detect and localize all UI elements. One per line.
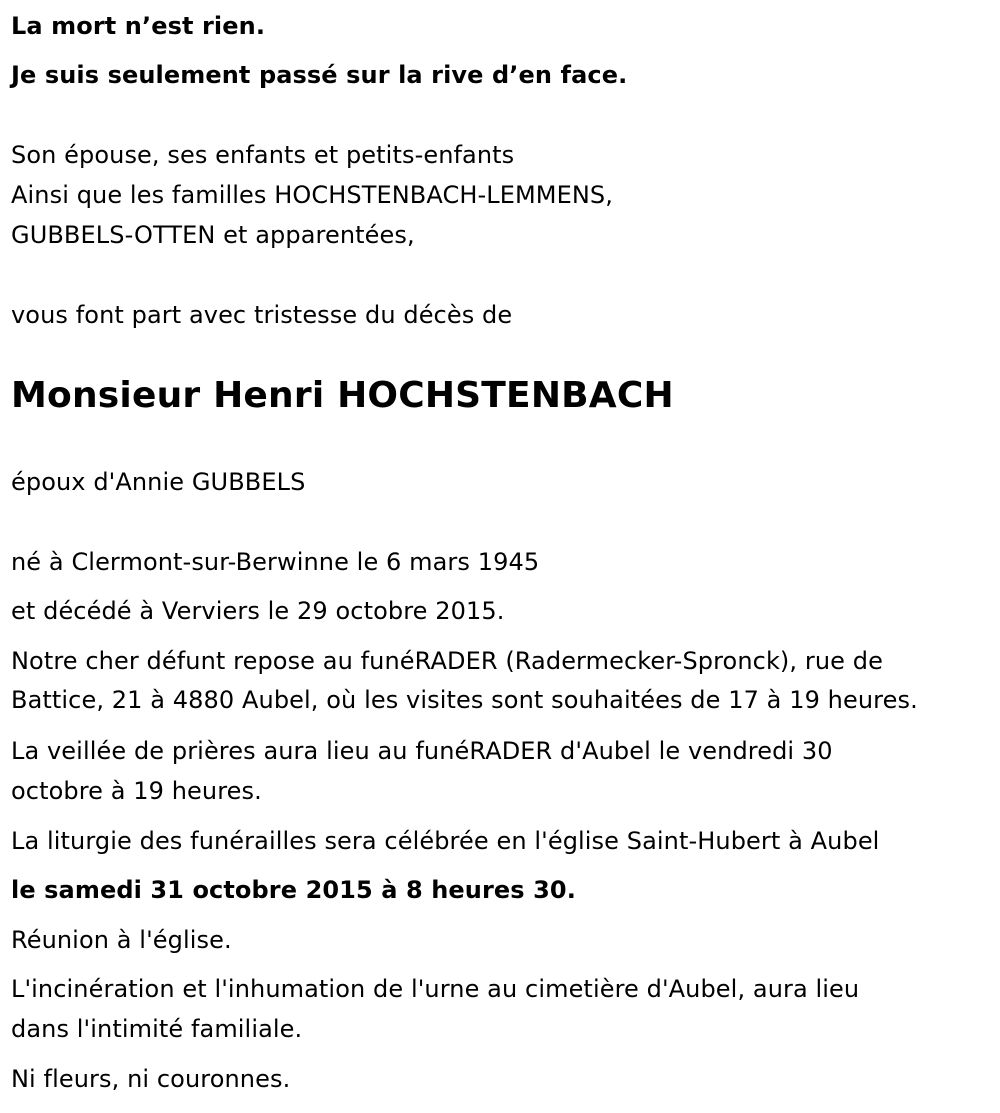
- family-line-1: Son épouse, ses enfants et petits-enfants: [11, 141, 515, 169]
- cremation-line-2: dans l'intimité familiale.: [11, 1015, 303, 1043]
- flowers-line: Ni fleurs, ni couronnes.: [11, 1065, 291, 1093]
- cremation-line-1: L'incinération et l'inhumation de l'urne au cimetière d'Aubel, aura lieu: [11, 975, 860, 1003]
- quote-line-2: Je suis seulement passé sur la rive d’en face.: [11, 61, 628, 89]
- spouse-line: époux d'Annie GUBBELS: [11, 468, 306, 496]
- death-line: et décédé à Verviers le 29 octobre 2015.: [11, 597, 505, 625]
- liturgy-line: La liturgie des funérailles sera célébrée en l'église Saint-Hubert à Aubel: [11, 827, 880, 855]
- meeting-line: Réunion à l'église.: [11, 926, 232, 954]
- deceased-name: Monsieur Henri HOCHSTENBACH: [11, 375, 674, 416]
- vigil-line-2: octobre à 19 heures.: [11, 777, 262, 805]
- family-line-3: GUBBELS-OTTEN et apparentées,: [11, 221, 415, 249]
- liturgy-date: le samedi 31 octobre 2015 à 8 heures 30.: [11, 876, 576, 904]
- announcement: vous font part avec tristesse du décès de: [11, 301, 513, 329]
- family-line-2: Ainsi que les familles HOCHSTENBACH-LEMMENS,: [11, 181, 613, 209]
- rest-line-1: Notre cher défunt repose au funéRADER (Radermecker-Spronck), rue de: [11, 647, 883, 675]
- vigil-line-1: La veillée de prières aura lieu au funéRADER d'Aubel le vendredi 30: [11, 737, 833, 765]
- rest-line-2: Battice, 21 à 4880 Aubel, où les visites sont souhaitées de 17 à 19 heures.: [11, 686, 918, 714]
- quote-line-1: La mort n’est rien.: [11, 12, 266, 40]
- birth-line: né à Clermont-sur-Berwinne le 6 mars 1945: [11, 548, 540, 576]
